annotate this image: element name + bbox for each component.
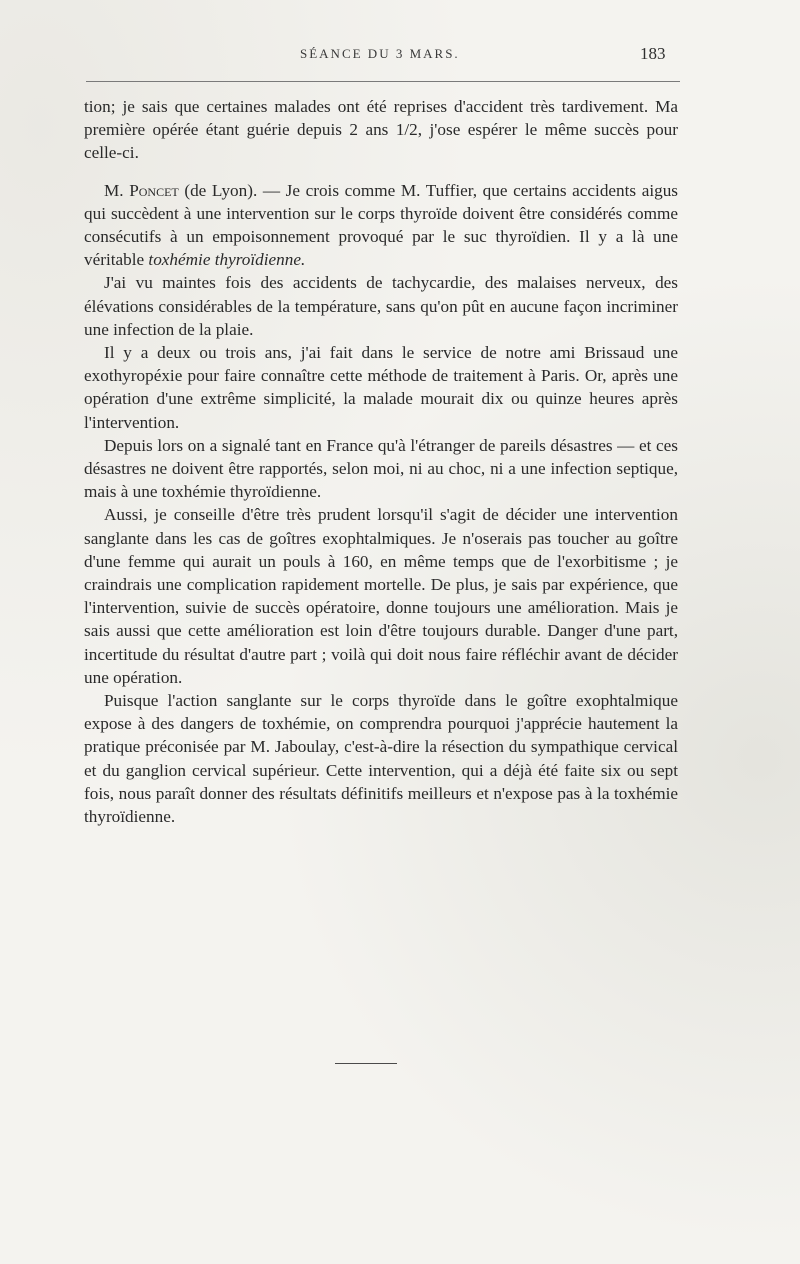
body-text [84,95,678,828]
paragraph-poncet [84,179,678,272]
italic-term: toxhémie thyroïdienne. [148,250,306,270]
paragraph-tachycardie: J'ai vu maintes fois des accidents de tachycardie, des malaises nerveux, des élévations considérables de la température, sans qu'on pût en aucune façon incriminer une infection de la plaie. [84,273,678,339]
header-rule [86,81,680,82]
paragraph-brissaud: Il y a deux ou trois ans, j'ai fait dans le service de notre ami Brissaud une exothyropéxie pour faire connaître cette méthode de traitement à Paris. Or, après une opération d'une extrême simplicité, la malade mourait dix ou quinze heures après l'intervention. [84,343,678,432]
paragraph-conseil: Aussi, je conseille d'être très prudent lorsqu'il s'agit de décider une intervention sanglante dans les cas de goîtres exophtalmiques. Je n'oserais pas toucher au goître d'une femme qui aurait un pouls à 160, en même temps que de l'exorbitisme ; je craindrais une complication rapidement mortelle. De plus, je sais par expérience, que l'intervention, suivie de succès opératoire, donne toujours une amélioration. Mais je sais aussi que cette amélioration est loin d'être toujours durable. Danger d'une part, incertitude du résultat d'autre part ; voilà qui doit nous faire réfléchir avant de décider une opération. [84,505,678,687]
end-rule [335,1063,397,1064]
paragraph-desastres: Depuis lors on a signalé tant en France qu'à l'étranger de pareils désastres — et ces désastres ne doivent être rapportés, selon moi, ni au choc, ni a une infection septique, mais à une toxhémie thyroïdienne. [84,435,678,502]
paragraph-poncet-text: (de Lyon). — Je crois comme M. Tuffier, que certains accidents aigus qui succèdent à une intervention sur le corps thyroïde doivent être considérés comme consécutifs à un empoisonnement provoqué par le suc thyroïdien. Il y a là une véritable [84,180,678,270]
page-number: 183 [640,44,666,63]
paragraph-continuation: tion; je sais que certaines malades ont été reprises d'accident très tardivement. Ma première opérée étant guérie depuis 2 ans 1/2, j'ose espérer le même succès pour celle-ci. [84,97,678,163]
running-title: SÉANCE DU 3 MARS. [300,46,460,61]
running-head [0,46,800,70]
speaker-name: M. Poncet [104,180,179,200]
paragraph-jaboulay: Puisque l'action sanglante sur le corps thyroïde dans le goître exophtalmique expose à des dangers de toxhémie, on comprendra pourquoi j'apprécie hautement la pratique préconisée par M. Jaboulay, c'est-à-dire la résection du sympathique cervical et du ganglion cervical supérieur. Cette intervention, qui a déjà été faite six ou sept fois, nous paraît donner des résultats définitifs meilleurs et n'expose pas à la toxhémie thyroïdienne. [84,691,678,827]
